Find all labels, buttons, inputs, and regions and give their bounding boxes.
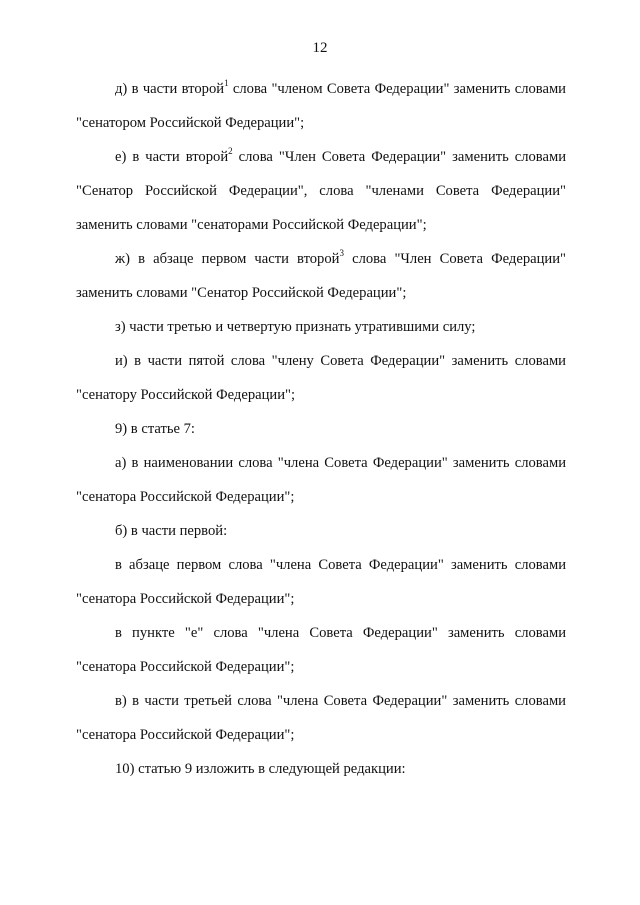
paragraph-text: а) в наименовании слова "члена Совета Федерации" заменить словами "сенатора Российской Федерации"; xyxy=(76,455,566,505)
paragraph-first-subparagraph xyxy=(76,548,566,616)
paragraph-text: слова "Член Совета Федерации" заменить словами "Сенатор Российской Федерации"; xyxy=(76,251,566,301)
paragraph-text: б) в части первой: xyxy=(115,523,228,539)
paragraph-item-e xyxy=(76,616,566,684)
paragraph-b xyxy=(76,514,566,548)
paragraph-text: ж) в абзаце первом части второй xyxy=(115,251,340,267)
footnote-marker: 3 xyxy=(339,248,344,259)
paragraph-text: слова "Член Совета Федерации" заменить словами "Сенатор Российской Федерации", слова "членами Совета Федерации" заменить словами "сенаторами Российской Федерации"; xyxy=(76,149,567,233)
paragraph-text: и) в части пятой слова "члену Совета Федерации" заменить словами "сенатору Российской Федерации"; xyxy=(76,353,566,403)
footnote-marker: 2 xyxy=(228,146,233,157)
paragraph-text: в пункте "е" слова "члена Совета Федерации" заменить словами "сенатора Российской Федерации"; xyxy=(76,625,566,675)
paragraph-e xyxy=(76,140,566,242)
paragraph-article-7 xyxy=(76,412,566,446)
paragraph-text: е) в части второй xyxy=(115,149,229,165)
paragraph-text: в абзаце первом слова "члена Совета Федерации" заменить словами "сенатора Российской Федерации"; xyxy=(76,557,566,607)
paragraph-text: д) в части второй xyxy=(115,81,225,97)
paragraph-d xyxy=(76,72,566,140)
paragraph-zh xyxy=(76,242,566,310)
paragraph-text: 9) в статье 7: xyxy=(115,421,195,437)
footnote-marker: 1 xyxy=(224,78,229,89)
paragraph-text: 10) статью 9 изложить в следующей редакции: xyxy=(115,761,406,777)
paragraph-a xyxy=(76,446,566,514)
paragraph-text: слова "членом Совета Федерации" заменить словами "сенатором Российской Федерации"; xyxy=(76,81,566,131)
paragraph-z xyxy=(76,310,566,344)
document-body xyxy=(76,72,566,786)
paragraph-text: в) в части третьей слова "члена Совета Федерации" заменить словами "сенатора Российской Федерации"; xyxy=(76,693,566,743)
paragraph-v xyxy=(76,684,566,752)
paragraph-i xyxy=(76,344,566,412)
page-number: 12 xyxy=(312,40,328,56)
paragraph-article-9 xyxy=(76,752,566,786)
paragraph-text: з) части третью и четвертую признать утратившими силу; xyxy=(115,319,476,335)
